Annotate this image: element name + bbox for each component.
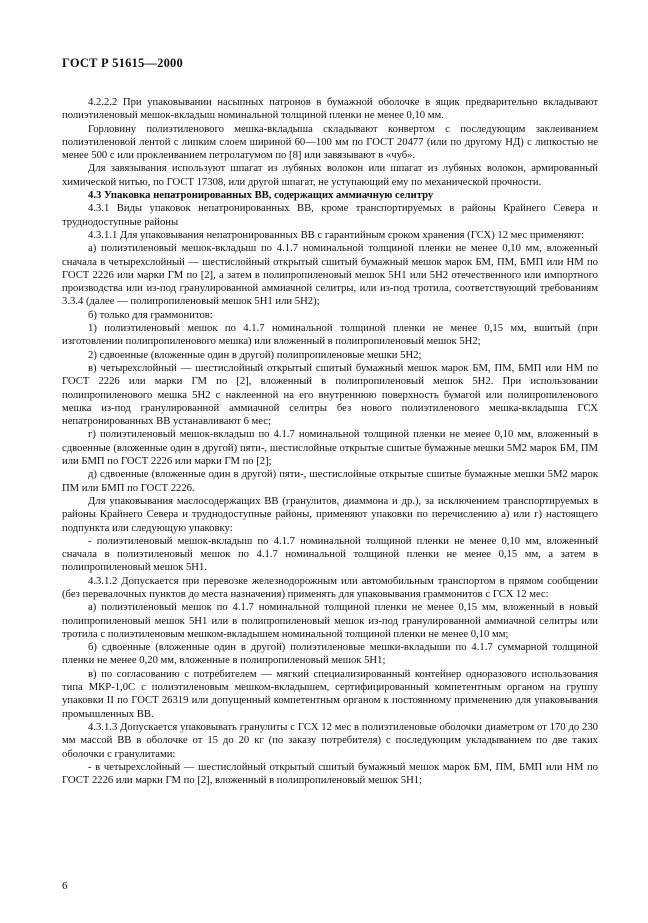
list-item-dash-2: - в четырехслойный — шестислойный открытый сшитый бумажный мешок марок БМ, ПМ, БМП или НМ по ГОСТ 2226 или марки ГМ по [2], вложенный в полипропиленовый мешок 5Н1; bbox=[62, 761, 598, 787]
list-item-dash-1: - полиэтиленовый мешок-вкладыш по 4.1.7 номинальной толщиной пленки не менее 0,10 мм, вложенный сначала в полиэтиленовый мешок по 4.1.7 номинальной толщиной пленки не менее 0,15 мм, а затем в полипропиленовый мешок 5Н1. bbox=[62, 535, 598, 574]
list-item-b-1: 1) полиэтиленовый мешок по 4.1.7 номинальной толщиной пленки не менее 0,15 мм, вшитый (при изготовлении полипропиленового мешка) или вложенный в полипропиленовый мешок 5Н2; bbox=[62, 323, 598, 348]
list-item-v-2: в) по согласованию с потребителем — мягкий специализированный контейнер одноразового использования типа МКР-1,0С с полиэтиленовым мешком-вкладышем, сертифицированный компетентным органом на группу упаковки II по ГОСТ 26319 или допущенный компетентным органом к постоянному применению для упаковывания промышленных ВВ. bbox=[62, 668, 598, 720]
list-item-b-2: 2) сдвоенные (вложенные один в другой) полипропиленовые мешки 5Н2; bbox=[88, 349, 422, 361]
running-header: ГОСТ Р 51615—2000 bbox=[62, 56, 183, 70]
document-body bbox=[62, 96, 598, 787]
page-number: 6 bbox=[62, 880, 68, 892]
list-item-b: б) только для граммонитов: bbox=[88, 309, 213, 321]
paragraph-twine: Для завязывания используют шпагат из лубяных волокон или шпагат из лубяных волокон, армированный химической нитью, по ГОСТ 17308, или другой шпагат, не уступающий ему по механической прочности. bbox=[62, 163, 598, 188]
paragraph-4-2-2-2: 4.2.2.2 При упаковывании насыпных патронов в бумажной оболочке в ящик предварительно вкладывают полиэтиленовый мешок-вкладыш номинальной толщиной пленки не менее 0,10 мм. bbox=[62, 97, 598, 122]
paragraph-4-3-1: 4.3.1 Виды упаковок непатронированных ВВ, кроме транспортируемых в районы Крайнего Севера и труднодоступные районы bbox=[62, 203, 598, 228]
list-item-g: г) полиэтиленовый мешок-вкладыш по 4.1.7 номинальной толщиной пленки не менее 0,10 мм, вложенный в сдвоенные (вложенные один в другой) пяти-, шестислойные открытые сшитые бумажные мешки 5М2 марок БМ, ПМ или БМП по ГОСТ 2226 или марки ГМ по [2]; bbox=[62, 429, 598, 468]
list-item-a-2: а) полиэтиленовый мешок по 4.1.7 номинальной толщиной пленки не менее 0,15 мм, вложенный в новый полипропиленовый мешок 5Н1 или в полипропиленовый мешок из-под гранулированной аммиачной селитры или тротила с полиэтиленовым мешком-вкладышем номинальной толщиной пленки не менее 0,10 мм; bbox=[62, 602, 598, 640]
paragraph-neck-sealing: Горловину полиэтиленового мешка-вкладыша складывают конвертом с последующим заклеиванием полиэтиленовой лентой с липким слоем шириной 60—100 мм по ГОСТ 20477 (или по другому НД) с липкостью не менее 500 с или проклеиванием петролатумом по [8] или завязывают в «чуб». bbox=[62, 123, 598, 162]
paragraph-4-3-1-1: 4.3.1.1 Для упаковывания непатронированных ВВ с гарантийным сроком хранения (ГСХ) 12 мес применяют: bbox=[88, 229, 584, 241]
list-item-d: д) сдвоенные (вложенные один в другой) пяти-, шестислойные открытые сшитые бумажные мешки 5М2 марок ПМ или БМП по ГОСТ 2226. bbox=[62, 469, 598, 494]
list-item-a: а) полиэтиленовый мешок-вкладыш по 4.1.7 номинальной толщиной пленки не менее 0,10 мм, вложенный сначала в четырехслойный — шестислойный открытый сшитый бумажный мешок марок БМ, ПМ, БМП или НМ по ГОСТ 2226 или марки ГМ по [2], а затем в полипропиленовый мешок 5Н1 или 5Н2 отечественного или импортного производства или из-под гранулированной аммиачной селитры, или из-под тротила, соответствующий требованиям 3.3.4 (далее — полипропиленовый мешок 5Н1 или 5Н2); bbox=[62, 243, 598, 308]
paragraph-oil-containing: Для упаковывания маслосодержащих ВВ (гранулитов, диаммона и др.), за исключением транспортируемых в районы Крайнего Севера и труднодоступные районы, применяют упаковки по перечислению а) или г) настоящего подпункта или следующую упаковку: bbox=[62, 495, 598, 534]
list-item-v: в) четырехслойный — шестислойный открытый сшитый бумажный мешок марок БМ, ПМ, БМП или НМ по ГОСТ 2226 или марки ГМ по [2], вложенный в полипропиленовый мешок 5Н2. При использовании полипропиленового мешка 5Н2 с наклеенной на его внутреннюю поверхность бумагой или полипропиленового мешка из-под гранулированной аммиачной селитры без нового полиэтиленового мешка-вкладыша ГСХ непатронированных ВВ устанавливают 6 мес; bbox=[62, 362, 598, 428]
section-heading-4-3: 4.3 Упаковка непатронированных ВВ, содержащих аммиачную селитру bbox=[88, 190, 434, 202]
paragraph-4-3-1-2: 4.3.1.2 Допускается при перевозке железнодорожным или автомобильным транспортом в прямом сообщении (без перевалочных пунктов до места назначения) применять для упаковывания граммонитов с ГСХ 12 мес: bbox=[62, 575, 598, 600]
list-item-b-3: б) сдвоенные (вложенные один в другой) полиэтиленовые мешки-вкладыши по 4.1.7 суммарной толщиной пленки не менее 0,20 мм, вложенные в полипропиленовый мешок 5Н1; bbox=[62, 642, 598, 667]
paragraph-4-3-1-3: 4.3.1.3 Допускается упаковывать гранулиты с ГСХ 12 мес в полиэтиленовые оболочки диаметром от 170 до 230 мм массой ВВ в оболочке от 15 до 20 кг (по заказу потребителя) с последующим укладыванием по две таких оболочки с гранулитами: bbox=[62, 721, 598, 760]
